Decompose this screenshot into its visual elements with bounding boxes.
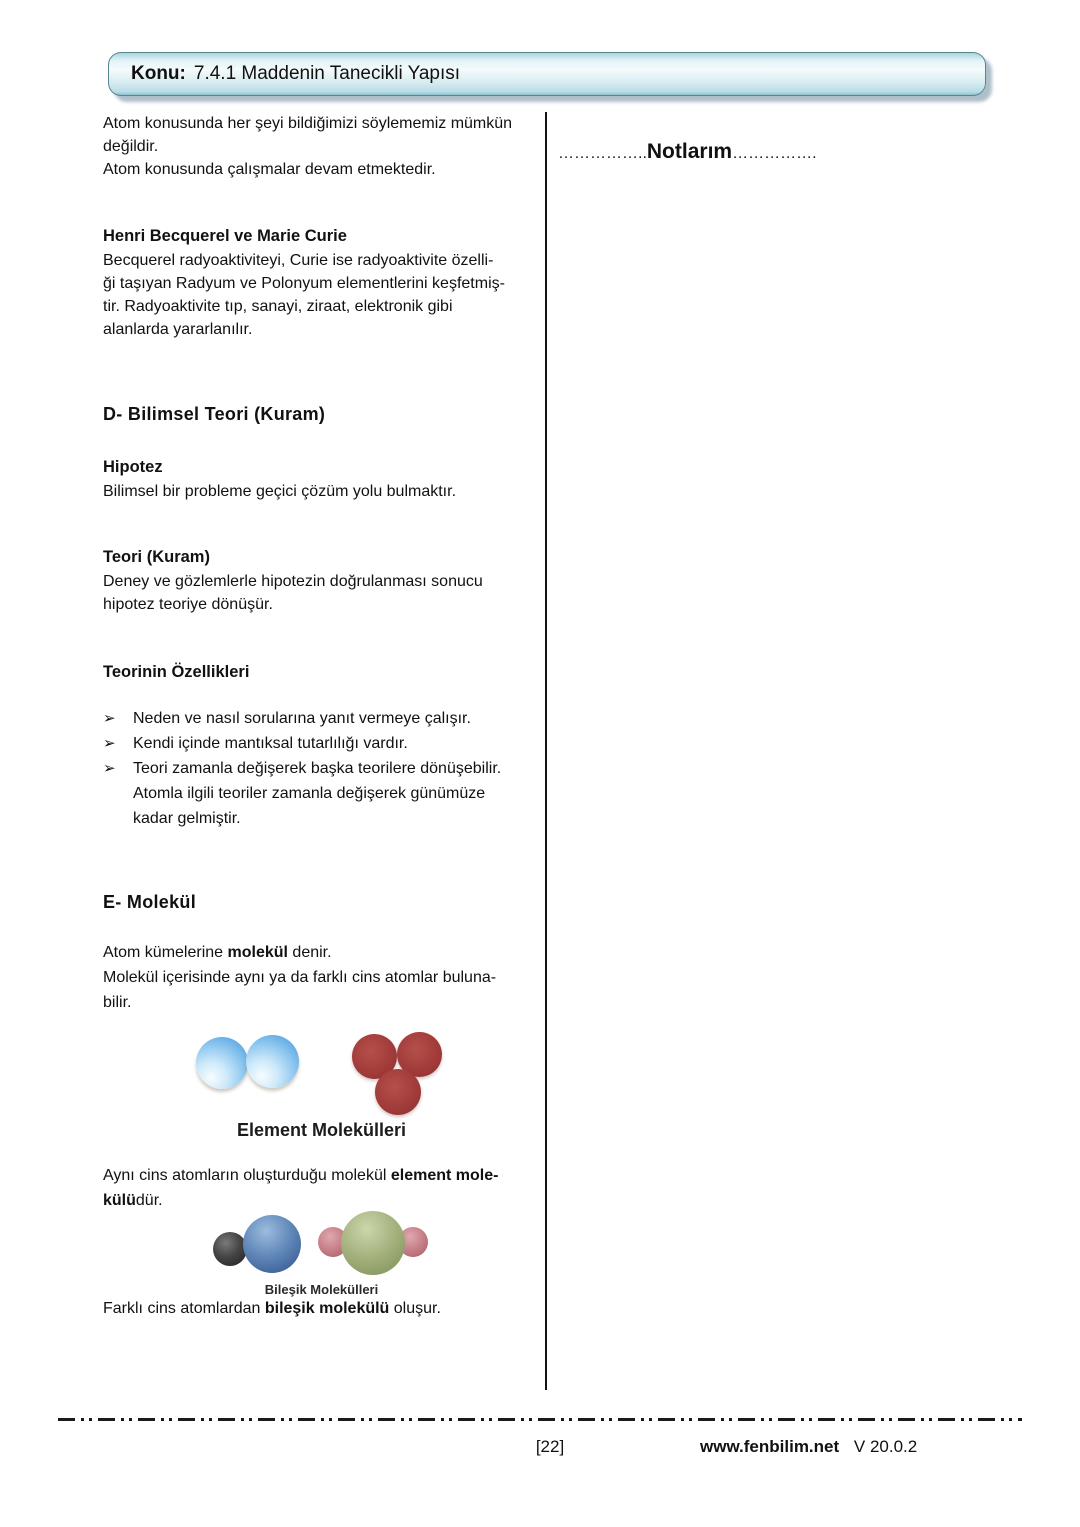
text-line: Deney ve gözlemlerle hipotezin doğrulanması sonucu [103, 573, 483, 590]
teori-bullet-list [103, 706, 540, 831]
bold-term: külü [103, 1192, 136, 1209]
text-line: Bilimsel bir probleme geçici çözüm yolu bulmaktır. [103, 483, 457, 500]
bullet-text [133, 756, 540, 831]
text-line: Kendi içinde mantıksal tutarlılığı vardır. [133, 735, 408, 752]
notes-dots-left: …………….. [558, 145, 647, 162]
bold-term: molekül [227, 944, 288, 961]
footer-dash-divider [58, 1418, 1022, 1421]
bullet-text [133, 731, 540, 756]
hipotez-paragraph [103, 480, 540, 503]
element-molecules-caption: Element Molekülleri [236, 1120, 407, 1140]
text-line: Atomla ilgili teoriler zamanla değişerek günümüze [133, 785, 486, 802]
text-line: değildir. [103, 138, 159, 155]
topic-title: 7.4.1 Maddenin Tanecikli Yapısı [193, 63, 461, 84]
content-column [103, 0, 540, 1410]
page-number: [22] [535, 1437, 565, 1456]
text-line: Molekül içerisinde aynı ya da farklı cins atomlar buluna- [103, 969, 497, 986]
list-item [103, 706, 540, 731]
section-d-heading: D- Bilimsel Teori (Kuram) [103, 404, 326, 424]
intro-paragraph [103, 112, 540, 181]
footer-site-url: www.fenbilim.net [700, 1437, 840, 1456]
compound-molecules-caption: Bileşik Molekülleri [264, 1282, 379, 1297]
text-line: Atom konusunda her şeyi bildiğimizi söylememiz mümkün [103, 115, 513, 132]
becquerel-paragraph [103, 249, 540, 341]
bold-term: bileşik molekülü [264, 1300, 390, 1317]
teorinin-ozellikleri-heading: Teorinin Özellikleri [103, 663, 250, 681]
section-e-heading: E- Molekül [103, 892, 197, 912]
text-line: tir. Radyoaktivite tıp, sanayi, ziraat, elektronik gibi [103, 298, 453, 315]
text-line: ği taşıyan Radyum ve Polonyum elementlerini keşfetmiş- [103, 275, 505, 292]
arrow-bullet-icon: ➢ [103, 710, 116, 727]
notes-dots-right: ……………. [732, 145, 817, 162]
text-line: Neden ve nasıl sorularına yanıt vermeye çalışır. [133, 710, 471, 727]
text-line: hipotez teoriye dönüşür. [103, 596, 273, 613]
text-line: alanlarda yararlanılır. [103, 321, 253, 338]
text-run: Atom kümelerine [103, 944, 228, 961]
text-line [103, 1188, 540, 1213]
text-line: Teori zamanla değişerek başka teorilere dönüşebilir. [133, 760, 502, 777]
text-run: denir. [287, 944, 332, 961]
text-line [103, 940, 540, 965]
topic-label: Konu: [131, 63, 186, 84]
list-item [103, 731, 540, 756]
blue-atom-sphere [196, 1037, 248, 1089]
red-atom-sphere [375, 1069, 421, 1115]
teori-paragraph [103, 570, 540, 616]
element-paragraph [103, 1163, 540, 1213]
molekul-paragraph [103, 940, 540, 1015]
text-line [103, 1297, 540, 1320]
teori-heading: Teori (Kuram) [103, 548, 210, 566]
bilesik-paragraph [103, 1297, 540, 1320]
text-line: Atom konusunda çalışmalar devam etmektedir. [103, 161, 436, 178]
text-run: dür. [135, 1192, 163, 1209]
footer-version: V 20.0.2 [853, 1437, 918, 1456]
footer-credit [700, 1437, 917, 1457]
becquerel-heading: Henri Becquerel ve Marie Curie [103, 227, 347, 245]
arrow-bullet-icon: ➢ [103, 760, 116, 777]
green-atom-sphere [341, 1211, 405, 1275]
arrow-bullet-icon: ➢ [103, 735, 116, 752]
text-line: bilir. [103, 994, 132, 1011]
text-line: kadar gelmiştir. [133, 810, 241, 827]
text-line [103, 1163, 540, 1188]
text-run: Farklı cins atomlardan [103, 1300, 265, 1317]
steel-blue-atom-sphere [243, 1215, 301, 1273]
hipotez-heading: Hipotez [103, 458, 163, 476]
dark-atom-sphere [213, 1232, 247, 1266]
bullet-text [133, 706, 540, 731]
column-divider [545, 112, 547, 1390]
text-line: Becquerel radyoaktiviteyi, Curie ise radyoaktivite özelli- [103, 252, 494, 269]
notes-title: Notlarım [646, 140, 733, 163]
text-run: Aynı cins atomların oluşturduğu molekül [103, 1167, 391, 1184]
blue-atom-sphere [246, 1035, 299, 1088]
bold-term: element mole- [390, 1167, 499, 1184]
text-run: oluşur. [389, 1300, 441, 1317]
notes-header [558, 140, 1018, 164]
list-item [103, 756, 540, 831]
